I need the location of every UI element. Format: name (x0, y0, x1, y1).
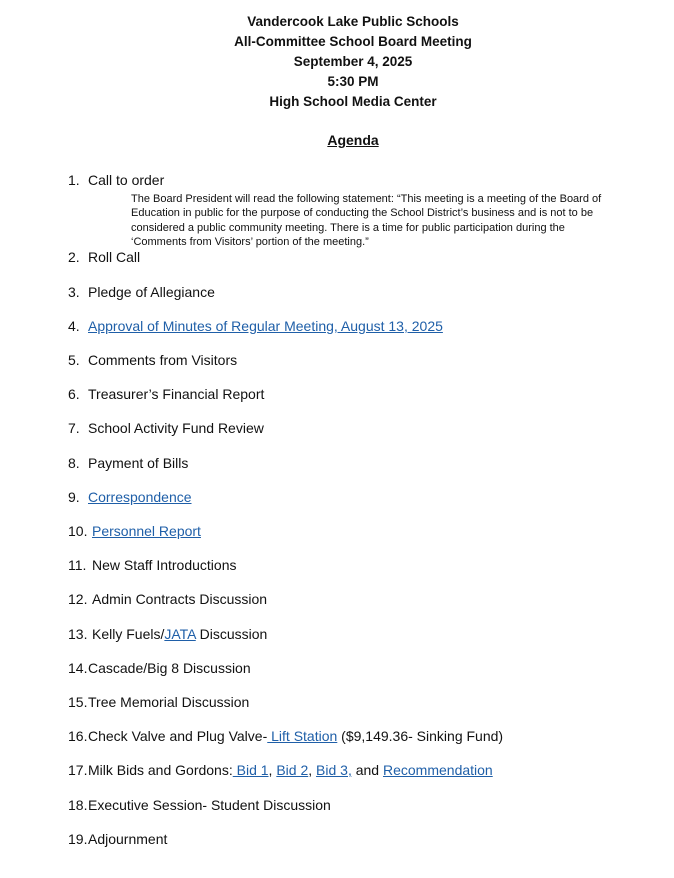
item-number: 15. (68, 694, 88, 710)
president-statement: The Board President will read the following statement: “This meeting is a meeting of the Board of Education in public for the purpose of conducting the School District’s business and is not to be considered a public community meeting. There is a time for public participation during the ‘Comments from Visitors’ portion of the meeting.” (131, 193, 602, 248)
item-text: School Activity Fund Review (88, 420, 264, 436)
agenda-item-11 (68, 557, 236, 573)
item-text: Comments from Visitors (88, 352, 238, 368)
agenda-item-1 (68, 172, 164, 188)
jata-link[interactable]: JATA (164, 626, 196, 642)
item-number: 7. (68, 420, 80, 436)
item-number: 19. (68, 831, 88, 847)
item-text: Payment of Bills (88, 455, 189, 471)
item-text: Cascade/Big 8 Discussion (88, 660, 251, 676)
item-text: Check Valve and Plug Valve- (88, 728, 268, 744)
item-number: 16. (68, 728, 88, 744)
item-number: 6. (68, 386, 80, 402)
agenda-item-10 (68, 523, 201, 539)
bid-2-link[interactable]: Bid 2 (276, 762, 309, 778)
agenda-item-14 (68, 660, 251, 676)
recommendation-link[interactable]: Recommendation (382, 762, 493, 778)
bid-1-link[interactable]: Bid 1 (232, 762, 269, 778)
agenda-item-3 (68, 284, 215, 300)
item-separator: , (268, 762, 277, 778)
item-number: 1. (68, 172, 80, 188)
agenda-item-8 (68, 455, 188, 471)
item-number: 13. (68, 626, 88, 642)
item-text: Kelly Fuels/ (92, 626, 165, 642)
agenda-item-5 (68, 352, 237, 368)
correspondence-link[interactable]: Correspondence (88, 489, 192, 505)
item-number: 9. (68, 489, 80, 505)
agenda-item-16 (68, 728, 503, 744)
item-text: Pledge of Allegiance (88, 284, 215, 300)
item-number: 4. (68, 318, 80, 334)
agenda-item-17 (68, 762, 493, 778)
item-number: 5. (68, 352, 80, 368)
item-number: 11. (68, 557, 87, 573)
item-text: ($9,149.36- Sinking Fund) (337, 728, 504, 744)
district-name: Vandercook Lake Public Schools (247, 14, 459, 29)
item-text: New Staff Introductions (92, 557, 237, 573)
item-number: 2. (68, 249, 80, 265)
item-text: Roll Call (88, 249, 141, 265)
item-text: Call to order (88, 172, 165, 188)
item-number: 17. (68, 762, 88, 778)
meeting-date: September 4, 2025 (293, 54, 413, 69)
item-text: Treasurer’s Financial Report (88, 386, 265, 402)
agenda-item-12 (68, 591, 267, 607)
agenda-item-2 (68, 249, 140, 265)
agenda-item-6 (68, 386, 264, 402)
agenda-item-19 (68, 831, 167, 847)
item-separator: , (308, 762, 317, 778)
agenda-item-7 (68, 420, 264, 436)
item-text: Discussion (195, 626, 268, 642)
item-number: 14. (68, 660, 88, 676)
agenda-title: Agenda (327, 132, 379, 148)
item-number: 12. (68, 591, 88, 607)
personnel-report-link[interactable]: Personnel Report (92, 523, 201, 539)
item-number: 3. (68, 284, 80, 300)
agenda-item-9 (68, 489, 192, 505)
item-number: 18. (68, 797, 88, 813)
item-text: Milk Bids and Gordons: (88, 762, 233, 778)
item-text: Adjournment (88, 831, 168, 847)
item-text: Executive Session- Student Discussion (88, 797, 331, 813)
item-number: 8. (68, 455, 80, 471)
item-text: Tree Memorial Discussion (88, 694, 250, 710)
item-separator: and (351, 762, 383, 778)
meeting-name: All-Committee School Board Meeting (234, 34, 472, 49)
agenda-item-13 (68, 626, 267, 642)
agenda-item-18 (68, 797, 331, 813)
item-text: Admin Contracts Discussion (92, 591, 268, 607)
item-number: 10. (68, 523, 88, 539)
document-header (0, 12, 674, 112)
agenda-item-15 (68, 694, 249, 710)
agenda-item-4 (68, 318, 443, 334)
meeting-location: High School Media Center (269, 94, 437, 109)
minutes-link[interactable]: Approval of Minutes of Regular Meeting, August 13, 2025 (88, 318, 443, 334)
meeting-time: 5:30 PM (327, 74, 379, 89)
bid-3-link[interactable]: Bid 3, (316, 762, 352, 778)
lift-station-link[interactable]: Lift Station (267, 728, 338, 744)
